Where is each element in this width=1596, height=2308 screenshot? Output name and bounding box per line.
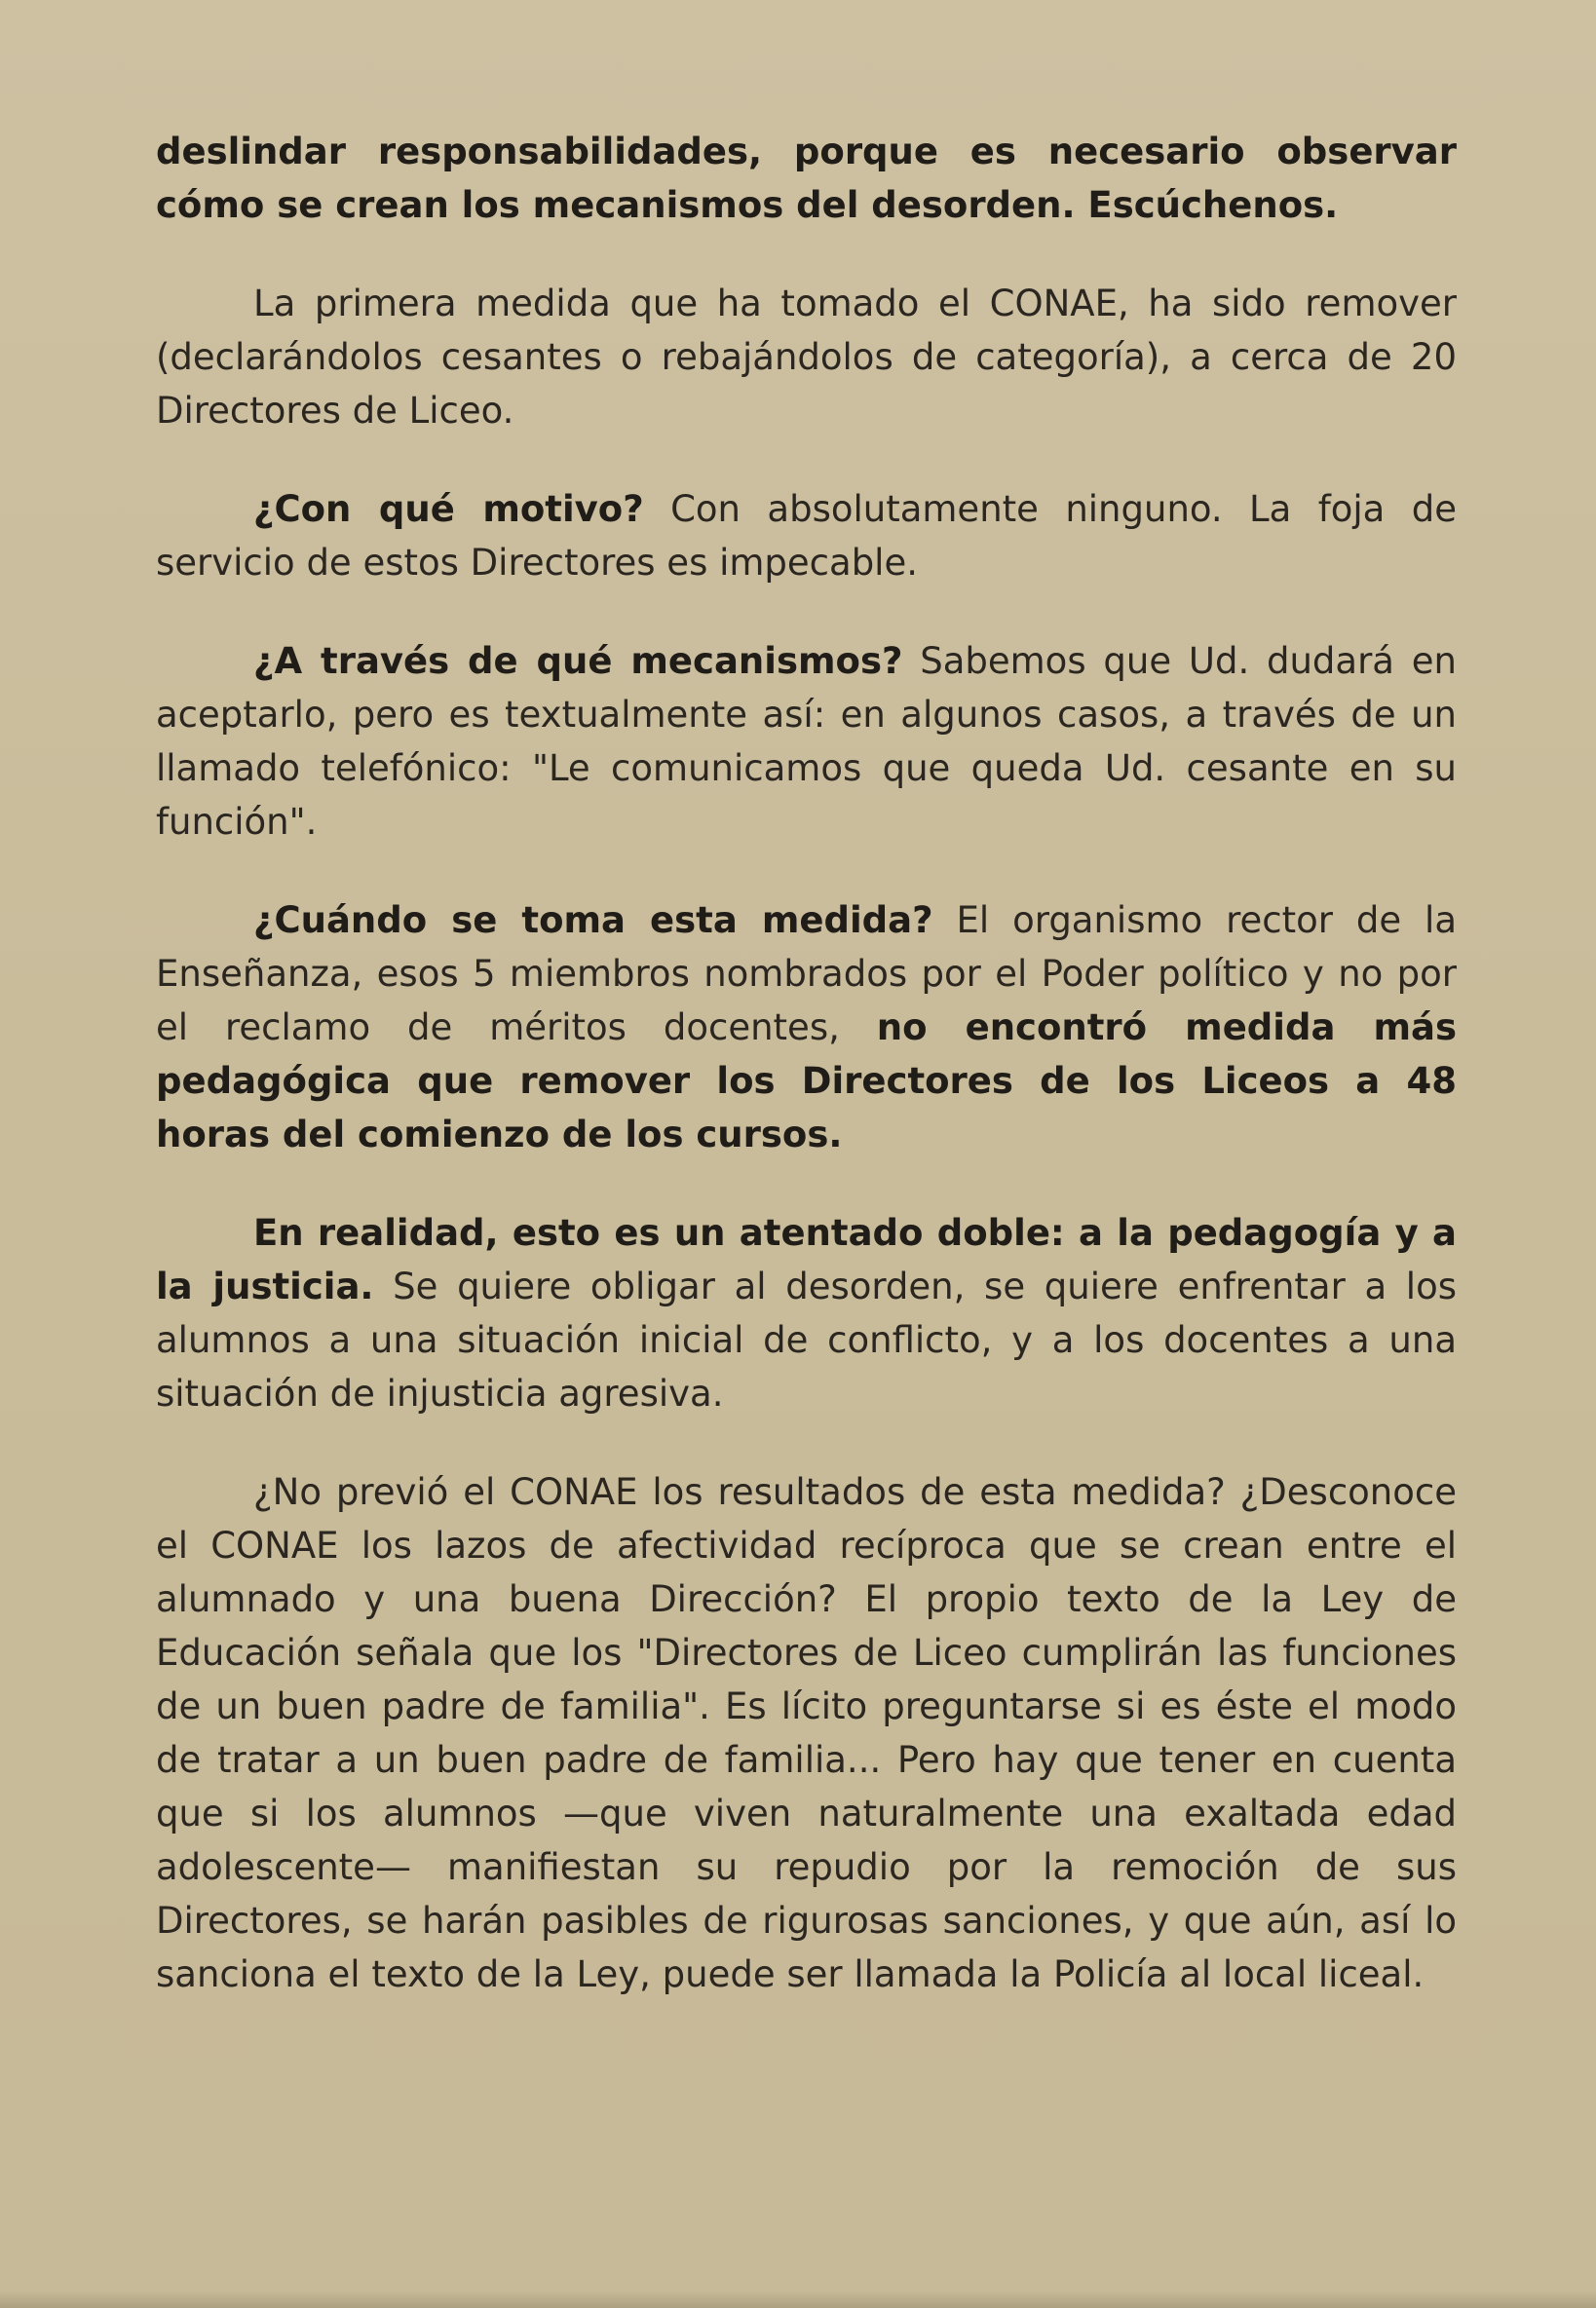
paragraph-4-bold: ¿A través de qué mecanismos? <box>253 640 903 682</box>
paragraph-2 <box>156 277 1457 437</box>
paragraph-5-bold: ¿Cuándo se toma esta medida? <box>253 899 933 941</box>
paragraph-1 <box>156 125 1457 232</box>
paragraph-3-bold: ¿Con qué motivo? <box>253 488 644 530</box>
paragraph-1-bold: deslindar responsabilidades, porque es necesario observar cómo se crean los mecanismos del desorden. Escúchenos. <box>156 131 1457 226</box>
body-text <box>156 125 1457 2046</box>
paragraph-7-text: ¿No previó el CONAE los resultados de esta medida? ¿Desconoce el CONAE los lazos de afectividad recíproca que se crean entre el alumnado y una buena Dirección? El propio texto de la Ley de Educación señala que los "Directores de Liceo cumplirán las funciones de un buen padre de familia". Es lícito preguntarse si es éste el modo de tratar a un buen padre de familia... Pero hay que tener en cuenta que si los alumnos —que viven naturalmente una exaltada edad adolescente— manifiestan su repudio por la remoción de sus Directores, se harán pasibles de rigurosas sanciones, y que aún, así lo sanciona el texto de la Ley, puede ser llamada la Policía al local liceal. <box>156 1471 1457 1995</box>
paragraph-7 <box>156 1465 1457 2001</box>
paragraph-2-text: La primera medida que ha tomado el CONAE, ha sido remover (declarándolos cesantes o rebajándolos de categoría), a cerca de 20 Directores de Liceo. <box>156 283 1457 432</box>
paragraph-6-text: Se quiere obligar al desorden, se quiere enfrentar a los alumnos a una situación inicial de conflicto, y a los docentes a una situación de injusticia agresiva. <box>156 1266 1458 1415</box>
paragraph-5-bold-tail: no encontró medida más pedagógica que remover los Directores de los Liceos a 48 horas del comienzo de los cursos. <box>156 1006 1457 1155</box>
paragraph-3-text: Con absolutamente ninguno. La foja de servicio de estos Directores es impecable. <box>156 488 1457 584</box>
paragraph-5-text: El organismo rector de la Enseñanza, esos 5 miembros nombrados por el Poder político y no por el reclamo de méritos docentes, <box>156 899 1457 1048</box>
paragraph-4 <box>156 634 1457 849</box>
paragraph-6-bold: En realidad, esto es un atentado doble: a la pedagogía y a la justicia. <box>156 1212 1457 1307</box>
paragraph-5 <box>156 893 1457 1161</box>
paragraph-6 <box>156 1206 1457 1420</box>
paragraph-4-text: Sabemos que Ud. dudará en aceptarlo, pero es textualmente así: en algunos casos, a través de un llamado telefónico: "Le comunicamos que queda Ud. cesante en su función". <box>156 640 1457 843</box>
paragraph-3 <box>156 482 1457 589</box>
